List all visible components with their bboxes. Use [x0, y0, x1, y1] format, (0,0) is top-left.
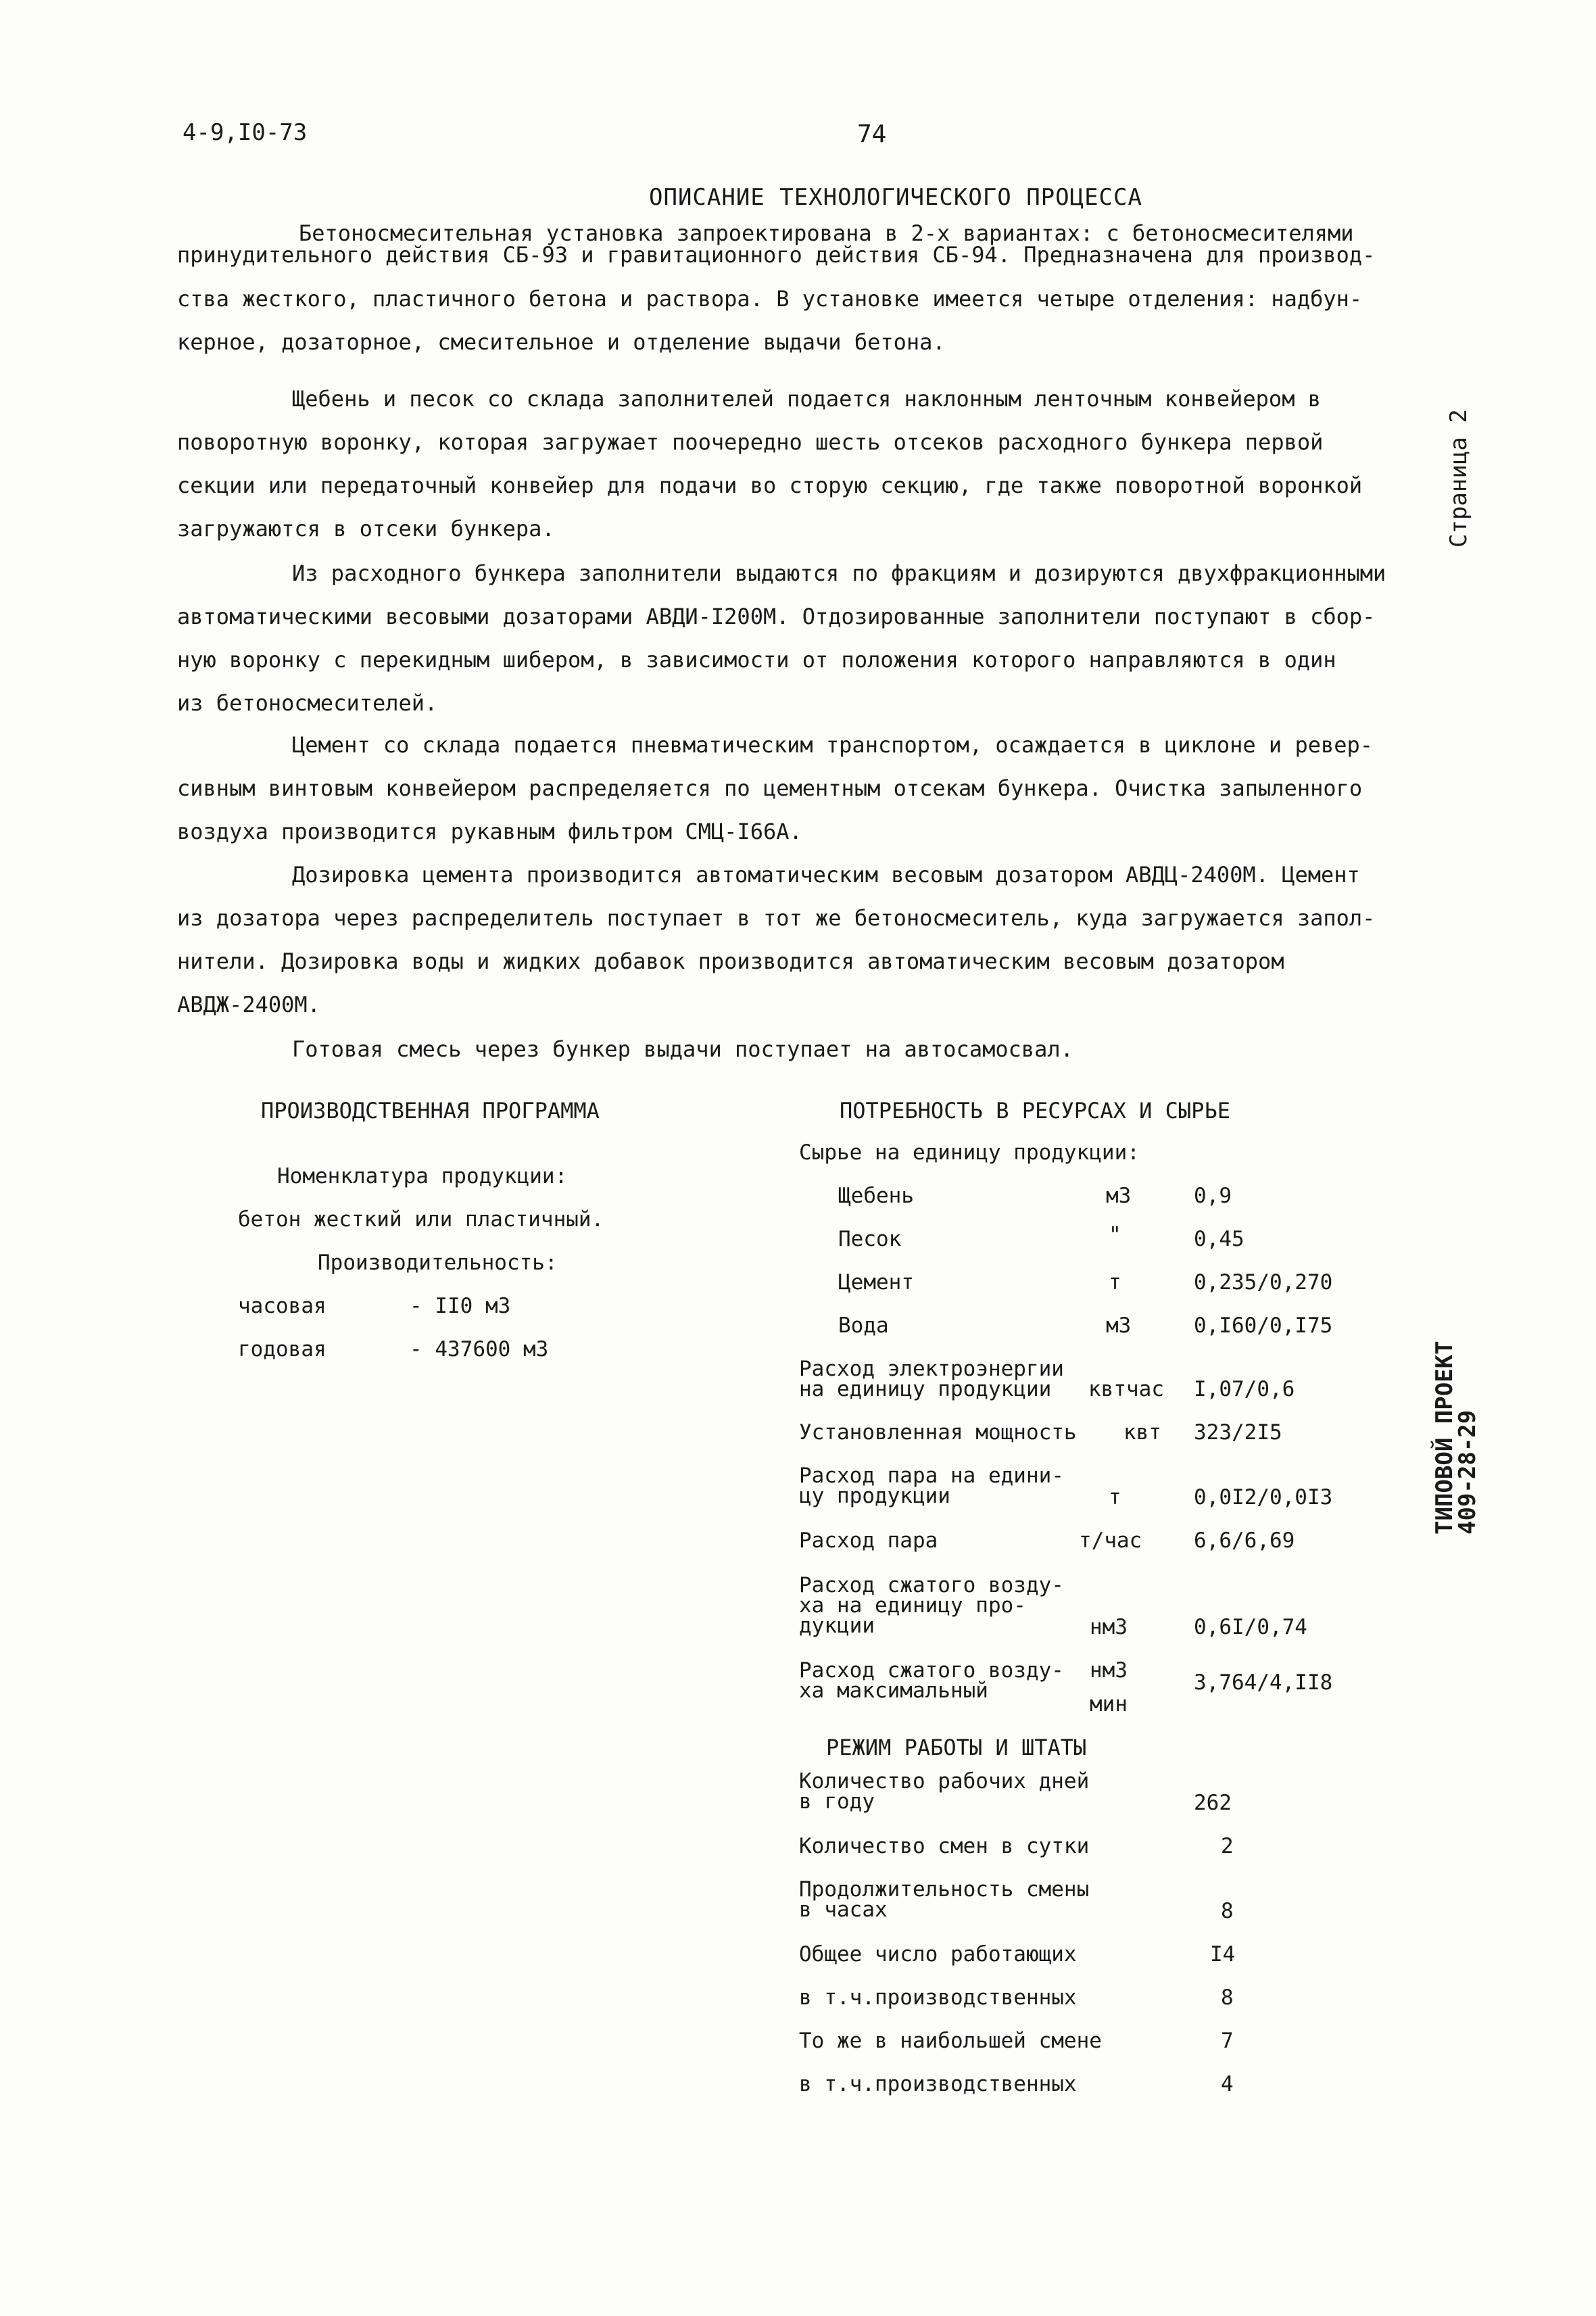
paragraph-line: АВДЖ-2400М.: [177, 992, 320, 1017]
staffing-label: [799, 1771, 1089, 1812]
side-page-label: Страница 2: [1445, 409, 1472, 548]
paragraph-cement: [177, 723, 1394, 853]
capacity-annual-label: годовая: [238, 1337, 327, 1361]
staffing-value: 2: [1221, 1834, 1234, 1858]
raw-materials-label: Сырье на единицу продукции:: [799, 1140, 1140, 1165]
resource-unit-denominator: мин: [1090, 1692, 1128, 1716]
resources-heading: ПОТРЕБНОСТЬ В РЕСУРСАХ И СЫРЬЕ: [840, 1098, 1230, 1124]
raw-item-label: Щебень: [838, 1184, 914, 1208]
raw-item-unit: м3: [1106, 1313, 1132, 1338]
resource-label-line: ха на единицу про-: [799, 1593, 1026, 1618]
staffing-value: 262: [1194, 1791, 1232, 1815]
resource-label: [799, 1660, 1064, 1701]
resource-label-line: дукции: [799, 1614, 875, 1638]
resource-unit: нм3: [1090, 1615, 1128, 1639]
resource-value: I,07/0,6: [1194, 1377, 1295, 1401]
capacity-hourly-label: часовая: [238, 1294, 327, 1318]
paragraph-line: Дозировка цемента производится автоматическим весовым дозатором АВДЦ-2400М. Цемент: [292, 862, 1360, 888]
raw-item-value: 0,235/0,270: [1194, 1270, 1333, 1295]
raw-item-unit: м3: [1106, 1184, 1132, 1208]
paragraph-line: ную воронку с перекидным шибером, в зависимости от положения которого направляются в один: [177, 647, 1336, 673]
paragraph-line: Щебень и песок со склада заполнителей подается наклонным ленточным конвейером в: [292, 386, 1321, 412]
paragraph-line: сивным винтовым конвейером распределяется по цементным отсекам бункера. Очистка запыленного: [177, 775, 1363, 801]
project-title: ТИПОВОЙ ПРОЕКТ: [1431, 1341, 1458, 1535]
raw-item-value: 0,45: [1194, 1227, 1244, 1251]
resource-label: Расход пара: [799, 1528, 938, 1553]
resource-value: 3,764/4,II8: [1194, 1670, 1333, 1695]
staffing-label-line: в году: [799, 1789, 875, 1814]
resource-unit: квтчас: [1088, 1377, 1164, 1401]
resource-value: 323/2I5: [1194, 1420, 1282, 1445]
paragraph-line: Из расходного бункера заполнители выдаются по фракциям и дозируются двухфракционными: [292, 560, 1386, 586]
side-project-stamp: [1433, 1341, 1479, 1535]
paragraph-line: секции или передаточный конвейер для подачи во сторую секцию, где также поворотной воронкой: [177, 473, 1363, 498]
paragraph-line: Цемент со склада подается пневматическим транспортом, осаждается в циклоне и ревер-: [292, 732, 1374, 758]
staffing-label-line: в часах: [799, 1898, 888, 1922]
staffing-label: в т.ч.производственных: [799, 2072, 1077, 2096]
staffing-value: I4: [1210, 1942, 1236, 1967]
paragraph-aggregates: [177, 377, 1394, 550]
staffing-label: Количество смен в сутки: [799, 1834, 1090, 1858]
paragraph-line: поворотную воронку, которая загружает поочередно шесть отсеков расходного бункера первой: [177, 429, 1324, 455]
staffing-label: Общее число работающих: [799, 1942, 1077, 1967]
raw-item-unit: ": [1109, 1223, 1121, 1247]
paragraph-line: керное, дозаторное, смесительное и отделение выдачи бетона.: [177, 329, 946, 355]
resource-label: Установленная мощность: [799, 1420, 1077, 1445]
resource-label-line: Расход сжатого возду-: [799, 1573, 1064, 1597]
raw-item-value: 0,I60/0,I75: [1194, 1313, 1333, 1338]
capacity-label: Производительность:: [318, 1251, 558, 1275]
page-title: ОПИСАНИЕ ТЕХНОЛОГИЧЕСКОГО ПРОЦЕССА: [649, 184, 1142, 211]
resource-label: [799, 1575, 1064, 1636]
project-number: 409-28-29: [1454, 1409, 1481, 1535]
document-code: 4-9,I0-73: [183, 119, 308, 146]
resource-label: [799, 1466, 1064, 1506]
paragraph-dosing: [177, 552, 1394, 725]
raw-item-label: Цемент: [838, 1270, 914, 1295]
nomenclature-label: Номенклатура продукции:: [277, 1164, 568, 1188]
resource-label: [799, 1359, 1064, 1399]
resource-label-line: цу продукции: [799, 1484, 950, 1508]
resource-value: 6,6/6,69: [1194, 1528, 1295, 1553]
resource-label-line: Расход электроэнергии: [799, 1357, 1064, 1381]
paragraph-line: Готовая смесь через бункер выдачи поступает на автосамосвал.: [292, 1036, 1073, 1062]
resource-label-line: ха максимальный: [799, 1679, 988, 1703]
raw-item-unit: т: [1109, 1270, 1121, 1295]
staffing-value: 7: [1221, 2029, 1234, 2053]
paragraph-line: загружаются в отсеки бункера.: [177, 516, 555, 541]
production-heading: ПРОИЗВОДСТВЕННАЯ ПРОГРАММА: [261, 1098, 600, 1124]
resource-unit: т: [1109, 1485, 1121, 1510]
resource-unit: т/час: [1079, 1528, 1142, 1553]
resource-label-line: Расход пара на едини-: [799, 1464, 1064, 1488]
staffing-value: 4: [1221, 2072, 1234, 2096]
paragraph-line: нители. Дозировка воды и жидких добавок производится автоматическим весовым дозатором: [177, 948, 1284, 974]
capacity-hourly-value: - II0 м3: [410, 1294, 511, 1318]
raw-item-label: Песок: [838, 1227, 902, 1251]
staffing-value: 8: [1221, 1985, 1234, 2010]
staffing-value: 8: [1221, 1899, 1234, 1923]
resource-unit: квт: [1123, 1420, 1161, 1445]
resource-label-line: Расход сжатого возду-: [799, 1658, 1064, 1683]
staffing-label: То же в наибольшей смене: [799, 2029, 1102, 2053]
paragraph-intro: [177, 220, 1394, 364]
raw-item-label: Вода: [838, 1313, 889, 1338]
paragraph-line: Бетоносмесительная установка запроектирована в 2-х вариантах: с бетоносмесителями: [299, 220, 1354, 246]
staffing-label: [799, 1879, 1089, 1920]
resource-value: 0,6I/0,74: [1194, 1615, 1307, 1639]
paragraph-line: автоматическими весовыми дозаторами АВДИ-I200М. Отдозированные заполнители поступают в сбор-: [177, 604, 1376, 629]
paragraph-output: [177, 1028, 1394, 1071]
staffing-label-line: Продолжительность смены: [799, 1877, 1090, 1902]
nomenclature-value: бетон жесткий или пластичный.: [238, 1207, 604, 1232]
paragraph-cement-dosing: [177, 853, 1394, 1026]
paragraph-line: из бетоносмесителей.: [177, 690, 438, 716]
staffing-heading: РЕЖИМ РАБОТЫ И ШТАТЫ: [826, 1735, 1087, 1760]
staffing-label: в т.ч.производственных: [799, 1985, 1077, 2010]
staffing-label-line: Количество рабочих дней: [799, 1769, 1090, 1793]
resource-label-line: на единицу продукции: [799, 1377, 1052, 1401]
page-number: 74: [857, 120, 887, 148]
paragraph-line: из дозатора через распределитель поступает в тот же бетоносмеситель, куда загружается запол-: [177, 905, 1376, 931]
paragraph-line: ства жесткого, пластичного бетона и раствора. В установке имеется четыре отделения: надбун-: [177, 286, 1363, 312]
paragraph-line: принудительного действия СБ-93 и гравитационного действия СБ-94. Предназначена для производ-: [177, 242, 1376, 268]
capacity-annual-value: - 437600 м3: [410, 1337, 549, 1361]
resource-value: 0,0I2/0,0I3: [1194, 1485, 1333, 1510]
raw-item-value: 0,9: [1194, 1184, 1232, 1208]
resource-unit: нм3: [1090, 1658, 1128, 1683]
paragraph-line: воздуха производится рукавным фильтром СМЦ-I66А.: [177, 819, 802, 844]
